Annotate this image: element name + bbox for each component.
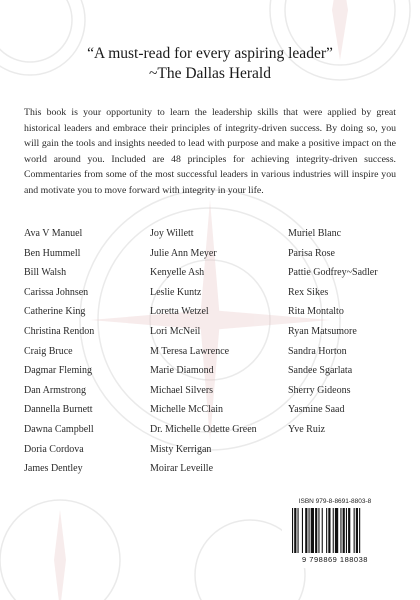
contributor-name: Dannella Burnett	[24, 404, 93, 416]
contributor-name: Moirar Leveille	[150, 463, 214, 475]
contributor-name: Sandee Sgarlata	[288, 365, 353, 377]
contributor-name: Dr. Michelle Odette Green	[150, 423, 257, 435]
contributor-name: Sherry Gideons	[288, 384, 351, 396]
contributor-name: Bill Walsh	[24, 267, 67, 279]
contributor-name: Craig Bruce	[24, 345, 73, 357]
contributor-name: Julie Ann Meyer	[150, 247, 217, 259]
contributor-name: Misty Kerrigan	[150, 443, 212, 455]
contributor-name: Michael Silvers	[150, 384, 214, 396]
review-quote	[0, 44, 420, 84]
contributor-column-2	[150, 224, 257, 479]
contributor-name: Sandra Horton	[288, 345, 347, 357]
contributor-name: Loretta Wetzel	[150, 306, 209, 318]
contributor-name: Muriel Blanc	[288, 228, 342, 239]
contributor-column-3	[288, 224, 378, 440]
contributor-name: Catherine King	[24, 306, 86, 318]
contributor-name: Rita Montalto	[288, 306, 344, 318]
quote-text: “A must-read for every aspiring leader”	[87, 45, 333, 62]
contributor-name: Leslie Kuntz	[150, 286, 202, 298]
contributor-name: Christina Rendon	[24, 325, 95, 337]
contributor-name: Marie Diamond	[150, 365, 214, 377]
contributor-name: Kenyelle Ash	[150, 267, 205, 279]
quote-source: ~The Dallas Herald	[148, 65, 271, 82]
barcode-number: 9 798869 188038	[302, 555, 368, 564]
barcode-icon	[292, 508, 384, 553]
contributor-name: M Teresa Lawrence	[150, 345, 230, 357]
contributor-name: Rex Sikes	[288, 286, 329, 298]
contributor-name: Ryan Matsumore	[288, 325, 357, 337]
book-description: This book is your opportunity to learn the leadership skills that were applied by great historical leaders and embrace their principles of integrity-driven success. By doing so, you will gain the tools and insights needed to lead with purpose and make a positive impact on the world around you. Included are 48 principles for achieving integrity-driven success. Commentaries from some of the most successful leaders in various industries will inspire you and motivate you to move forward with integrity in your life.	[24, 107, 396, 196]
contributor-name: Carissa Johnsen	[24, 286, 89, 298]
contributor-name: Dawna Campbell	[24, 423, 94, 435]
contributor-name: Doria Cordova	[24, 443, 84, 455]
contributor-column-1	[24, 224, 94, 479]
isbn-label: ISBN 979-8-8691-8803-8	[298, 498, 372, 505]
isbn-barcode	[282, 498, 388, 568]
contributor-name: Joy Willett	[150, 228, 194, 239]
contributor-name: James Dentley	[24, 463, 83, 475]
contributor-name: Yasmine Saad	[288, 404, 345, 416]
contributor-name: Michelle McClain	[150, 404, 224, 416]
contributor-name: Yve Ruiz	[288, 423, 326, 435]
contributor-name: Dagmar Fleming	[24, 365, 93, 377]
contributor-name: Dan Armstrong	[24, 384, 86, 396]
contributor-name: Ava V Manuel	[24, 228, 83, 239]
contributor-name: Lori McNeil	[150, 325, 201, 337]
contributor-name: Pattie Godfrey~Sadler	[288, 267, 378, 279]
contributor-name: Ben Hummell	[24, 247, 81, 259]
contributor-name: Parisa Rose	[288, 247, 335, 259]
